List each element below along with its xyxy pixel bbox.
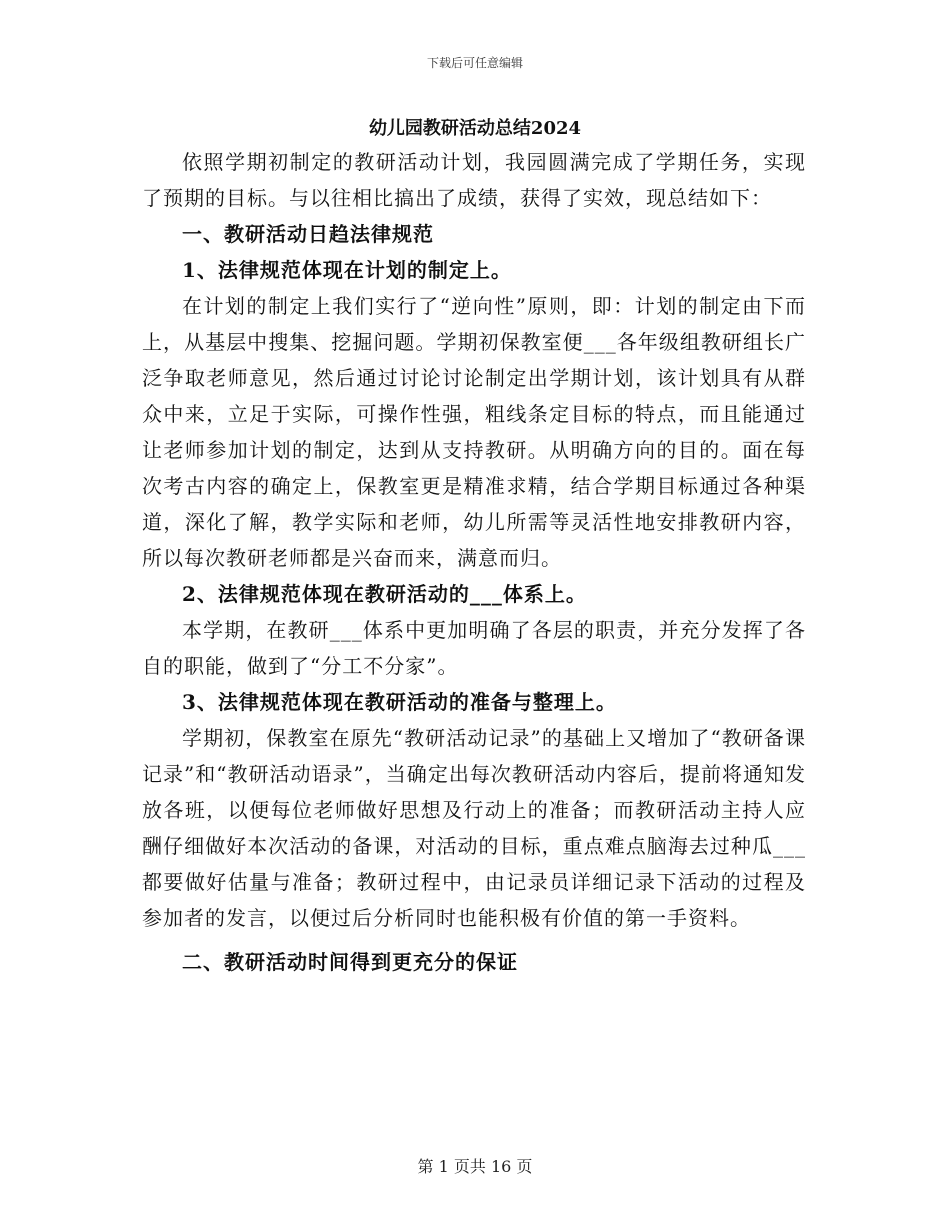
document-title: 幼儿园教研活动总结2024 xyxy=(368,118,582,139)
subsection-1-heading: 1、法律规范体现在计划的制定上。 xyxy=(182,258,512,282)
page-number: 第 1 页共 16 页 xyxy=(417,1157,533,1176)
subsection-2-paragraph: 本学期，在教研___体系中更加明确了各层的职责，并充分发挥了各自的职能，做到了“分工不分家”。 xyxy=(142,618,806,678)
paragraph-gap xyxy=(142,936,806,944)
subsection-2-heading: 2、法律规范体现在教研活动的___体系上。 xyxy=(182,582,587,606)
document-body xyxy=(142,144,806,980)
page-header: 下载后可任意编辑 xyxy=(426,56,523,70)
intro-paragraph: 依照学期初制定的教研活动计划，我园圆满完成了学期任务，实现了预期的目标。与以往相比搞出了成绩，获得了实效，现总结如下： xyxy=(142,150,806,210)
section-1-heading: 一、教研活动日趋法律规范 xyxy=(182,222,434,246)
subsection-3-heading: 3、法律规范体现在教研活动的准备与整理上。 xyxy=(182,690,617,714)
subsection-1-paragraph: 在计划的制定上我们实行了“逆向性”原则，即：计划的制定由下而上，从基层中搜集、挖掘问题。学期初保教室便___各年级组教研组长广泛争取老师意见，然后通过讨论讨论制定出学期计划，该计划具有从群众中来，立足于实际，可操作性强，粗线条定目标的特点，而且能通过让老师参加计划的制定，达到从支持教研。从明确方向的目的。面在每次考古内容的确定上，保教室更是精准求精，结合学期目标通过各种渠道，深化了解，教学实际和老师，幼儿所需等灵活性地安排教研内容，所以每次教研老师都是兴奋而来，满意而归。 xyxy=(142,294,806,570)
section-2-heading: 二、教研活动时间得到更充分的保证 xyxy=(182,950,518,974)
subsection-3-paragraph: 学期初，保教室在原先“教研活动记录”的基础上又增加了“教研备课记录”和“教研活动语录”，当确定出每次教研活动内容后，提前将通知发放各班，以便每位老师做好思想及行动上的准备；而教研活动主持人应酬仔细做好本次活动的备课，对活动的目标，重点难点脑海去过种瓜___都要做好估量与准备；教研过程中，由记录员详细记录下活动的过程及参加者的发言，以便过后分析同时也能积极有价值的第一手资料。 xyxy=(142,726,806,930)
